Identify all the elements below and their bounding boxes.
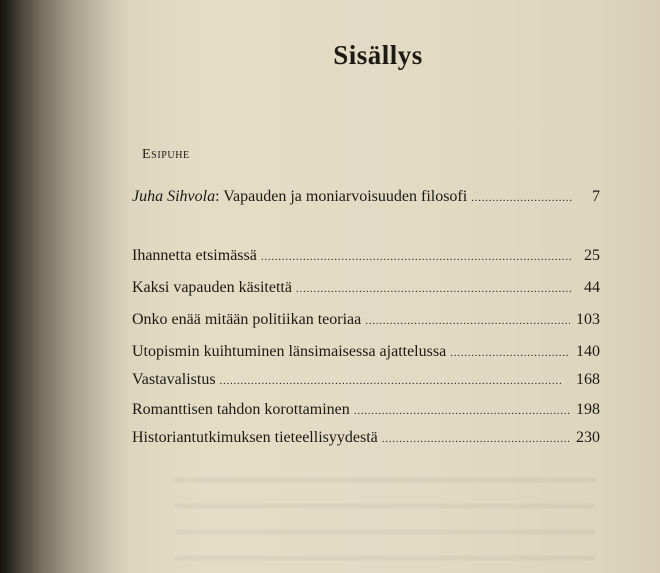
section-label-preface: Esipuhe — [142, 147, 190, 162]
dot-leader — [261, 251, 572, 263]
toc-entry — [132, 343, 600, 361]
toc-entry-title: Historiantutkimuksen tieteellisyydestä — [132, 429, 378, 446]
toc-entry — [132, 279, 600, 297]
toc-page-number: 198 — [576, 401, 600, 418]
dot-leader — [471, 192, 572, 204]
toc-entry — [132, 311, 600, 329]
toc-entry-title: Utopismin kuihtuminen länsimaisessa ajattelussa — [132, 343, 447, 360]
toc-page-number: 168 — [576, 371, 600, 388]
toc-entry — [132, 371, 600, 389]
toc-entry-title-text: Vapauden ja moniarvoisuuden filosofi — [219, 188, 468, 205]
toc-page-number: 103 — [576, 311, 600, 328]
toc-entry-title: Kaksi vapauden käsitettä — [132, 279, 292, 296]
toc-entry — [132, 401, 600, 419]
dot-leader — [296, 283, 572, 295]
dot-leader — [365, 315, 570, 327]
dot-leader — [382, 433, 570, 445]
toc-entry — [132, 429, 600, 447]
page-title: Sisällys — [333, 40, 423, 70]
toc-entry-author: Juha Sihvola — [132, 188, 216, 205]
dot-leader — [220, 375, 570, 387]
dot-leader — [354, 405, 570, 417]
toc-page-number: 44 — [584, 279, 600, 296]
toc-entry — [132, 247, 600, 265]
toc-page-number: 7 — [592, 188, 600, 205]
toc-page-number: 140 — [576, 343, 600, 360]
toc-page-number: 230 — [576, 429, 600, 446]
show-through-text — [175, 465, 595, 565]
toc-entry-preface — [132, 188, 600, 206]
gutter-shadow — [0, 0, 130, 573]
dot-leader — [450, 347, 570, 359]
toc-entry-separator: : — [215, 188, 220, 205]
toc-page-number: 25 — [584, 247, 600, 264]
toc-entry-title: Onko enää mitään politiikan teoriaa — [132, 311, 362, 328]
toc-entry-title: Vastavalistus — [132, 371, 216, 388]
toc-entry-title: Romanttisen tahdon korottaminen — [132, 401, 350, 418]
toc-entry-title — [132, 188, 471, 206]
toc-entry-title: Ihannetta etsimässä — [132, 247, 257, 264]
